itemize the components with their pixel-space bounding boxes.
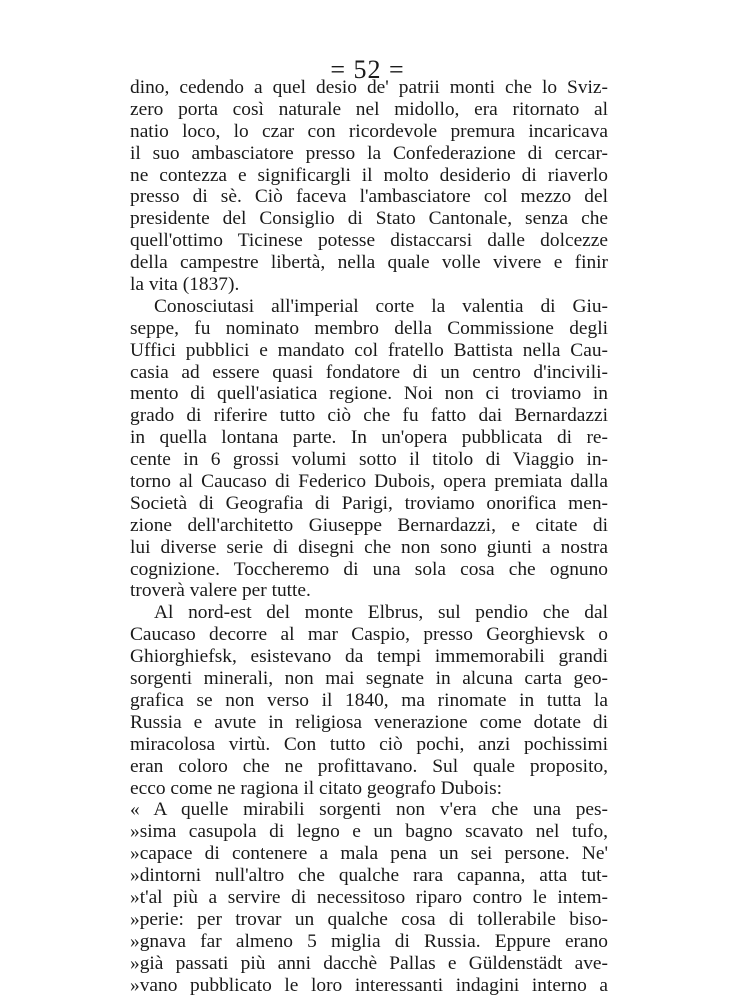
text-line: »dintorni null'altro che qualche rara capanna, atta tut-: [130, 865, 608, 887]
text-line: Conosciutasi all'imperial corte la valentia di Giu-: [154, 295, 608, 317]
text-line: cente in 6 grossi volumi sotto il titolo di Viaggio in-: [130, 449, 608, 471]
text-line: Al nord-est del monte Elbrus, sul pendio che dal: [154, 602, 608, 624]
text-line: in quella lontana parte. In un'opera pubblicata di re-: [130, 427, 608, 449]
text-line: grado di riferire tutto ciò che fu fatto dai Bernardazzi: [130, 405, 608, 427]
text-line: sorgenti minerali, non mai segnate in alcuna carta geo-: [130, 668, 608, 690]
text-line: Caucaso decorre al mar Caspio, presso Georghievsk o: [130, 624, 608, 646]
text-line: grafica se non verso il 1840, ma rinomate in tutta la: [130, 689, 608, 711]
text-line: ecco come ne ragiona il citato geografo Dubois:: [130, 777, 503, 799]
text-line: Russia e avute in religiosa venerazione come dotate di: [130, 711, 608, 733]
text-line: quell'ottimo Ticinese potesse distaccarsi dalle dolcezze: [130, 230, 608, 252]
text-line: »capace di contenere a mala pena un sei persone. Ne': [130, 843, 608, 865]
text-line: cognizione. Toccheremo di una sola cosa che ognuno: [130, 558, 608, 580]
text-line: torno al Caucaso di Federico Dubois, opera premiata dalla: [130, 471, 608, 493]
text-line: miracolosa virtù. Con tutto ciò pochi, anzi pochissimi: [130, 733, 608, 755]
text-line: Uffici pubblici e mandato col fratello Battista nella Cau-: [130, 339, 608, 361]
page-number: = 52 =: [330, 55, 405, 84]
body-text: [130, 77, 608, 996]
text-line: lui diverse serie di disegni che non sono giunti a nostra: [130, 536, 608, 558]
text-line: troverà valere per tutte.: [130, 580, 311, 602]
text-line: Società di Geografia di Parigi, troviamo onorifica men-: [130, 492, 608, 514]
text-line: il suo ambasciatore presso la Confederazione di cercar-: [130, 142, 608, 164]
text-line: »già passati più anni dacchè Pallas e Güldenstädt ave-: [130, 952, 608, 974]
text-line: »gnava far almeno 5 miglia di Russia. Eppure erano: [130, 930, 608, 952]
text-line: dino, cedendo a quel desio de' patrii monti che lo Sviz-: [130, 77, 608, 98]
text-line: seppe, fu nominato membro della Commissione degli: [130, 317, 608, 339]
text-line: mento di quell'asiatica regione. Noi non ci troviamo in: [130, 383, 608, 405]
text-line: « A quelle mirabili sorgenti non v'era che una pes-: [130, 799, 608, 821]
text-line: presso di sè. Ciò faceva l'ambasciatore col mezzo del: [130, 186, 608, 208]
text-line: della campestre libertà, nella quale volle vivere e finir: [130, 252, 608, 274]
text-line: Ghiorghiefsk, esistevano da tempi immemorabili grandi: [130, 646, 608, 668]
text-line: natio loco, lo czar con ricordevole premura incaricava: [130, 120, 608, 142]
text-line: la vita (1837).: [130, 274, 240, 296]
text-line: »t'al più a servire di necessitoso riparo contro le intem-: [130, 886, 608, 908]
text-line: presidente del Consiglio di Stato Cantonale, senza che: [130, 208, 608, 230]
text-line: »perie: per trovar un qualche cosa di tollerabile biso-: [130, 908, 608, 930]
text-line: »sima casupola di legno e un bagno scavato nel tufo,: [130, 821, 608, 843]
text-line: casia ad essere quasi fondatore di un centro d'incivili-: [130, 361, 608, 383]
text-line: zero porta così naturale nel midollo, era ritornato al: [130, 98, 608, 120]
text-line: ne contezza e significargli il molto desiderio di riaverlo: [130, 164, 608, 186]
text-line: zione dell'architetto Giuseppe Bernardazzi, e citate di: [130, 514, 608, 536]
text-line: eran coloro che ne profittavano. Sul quale proposito,: [130, 755, 608, 777]
text-line: »vano pubblicato le loro interessanti indagini interno a: [130, 974, 608, 996]
